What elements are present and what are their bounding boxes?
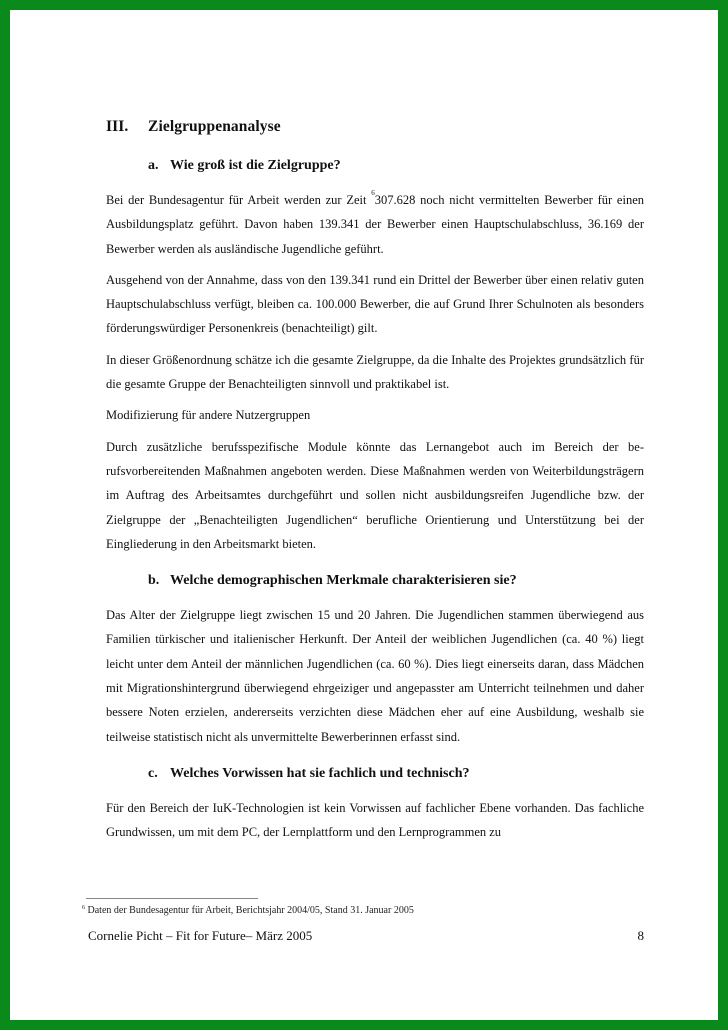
section-b-heading bbox=[106, 573, 644, 589]
section-b-number: b. bbox=[148, 573, 160, 589]
paragraph-text: 307.628 noch nicht vermittelten Bewerber für einen Ausbildungsplatz geführt. Davon haben 139.341 der Bewerber einen Hauptschulabschluss, 36.169 der Bewerber werden als ausländische Jugendliche geführt. bbox=[106, 193, 644, 256]
footnote-divider bbox=[86, 898, 258, 899]
section-c-number: c. bbox=[148, 765, 158, 781]
chapter-number: III. bbox=[106, 118, 129, 135]
section-a-paragraph-3: In dieser Größenordnung schätze ich die gesamte Zielgruppe, da die Inhalte des Projektes grundsätzlich für die gesamte Gruppe der Benachteiligten sinnvoll und praktikabel ist. bbox=[106, 352, 644, 392]
section-a-paragraph-5: Durch zusätzliche berufsspezifische Module könnte das Lernangebot auch im Bereich der berufsvorbereitenden Maßnahmen angeboten werden. Diese Maßnahmen werden von Weiterbildungsträgern im Auftrag des Arbeitsamtes durchgeführt und sollen nicht ausbildungsreifen Jugendliche bzw. der Zielgruppe der „Benachteiligten Jugendlichen“ berufliche Orientierung und Unterstützung bei der Eingliederung in den Arbeitsmarkt bieten. bbox=[106, 439, 644, 551]
section-c-title: Welches Vorwissen hat sie fachlich und technisch? bbox=[170, 765, 470, 781]
footnote-number: 6 bbox=[82, 905, 85, 911]
section-a-paragraph-2: Ausgehend von der Annahme, dass von den 139.341 rund ein Drittel der Bewerber über einen relativ guten Hauptschulabschluss verfügt, bleiben ca. 100.000 Bewerber, die auf Grund Ihrer Schulnoten als besonders förderungswürdiger Personenkreis (benachteiligt) gilt. bbox=[106, 272, 644, 336]
document-body bbox=[106, 118, 644, 845]
section-a-heading bbox=[106, 158, 644, 174]
section-a-title: Wie groß ist die Zielgruppe? bbox=[170, 158, 341, 173]
chapter-heading bbox=[106, 118, 644, 136]
footnote-ref: 6 bbox=[371, 189, 375, 197]
footnote-text: Daten der Bundesagentur für Arbeit, Berichtsjahr 2004/05, Stand 31. Januar 2005 bbox=[85, 905, 414, 916]
page-footer bbox=[88, 928, 644, 944]
chapter-title: Zielgruppenanalyse bbox=[148, 118, 281, 135]
section-c-paragraph-1: Für den Bereich der IuK-Technologien ist kein Vorwissen auf fachlicher Ebene vorhanden. Das fachliche Grundwissen, um mit dem PC, der Lernplattform und den Lernprogrammen zu bbox=[106, 800, 644, 840]
section-b-paragraph-1: Das Alter der Zielgruppe liegt zwischen 15 und 20 Jahren. Die Jugendlichen stammen überwiegend aus Familien türkischer und italienischer Herkunft. Der Anteil der weiblichen Jugendlichen (ca. 40 %) liegt leicht unter dem Anteil der männlichen Jugendlichen (ca. 60 %). Dies liegt einerseits daran, dass Mädchen mit Migrationshintergrund überwiegend ehrgeiziger und angepasster am Unterricht teilnehmen und daher bessere Noten erzielen, andererseits verzichten diese Mädchen eher auf eine Ausbildung, weshalb sie teilweise statistisch nicht als unvermittelte Bewerberinnen erfasst sind. bbox=[106, 608, 644, 744]
section-a-paragraph-4: Modifizierung für andere Nutzergruppen bbox=[106, 408, 311, 423]
page-number: 8 bbox=[637, 928, 644, 943]
section-b-title: Welche demographischen Merkmale charakterisieren sie? bbox=[170, 573, 517, 589]
footnote bbox=[82, 905, 414, 916]
paragraph-text: Bei der Bundesagentur für Arbeit werden zur Zeit bbox=[106, 193, 372, 207]
footer-author-title: Cornelie Picht – Fit for Future– März 2005 bbox=[88, 928, 313, 943]
section-c-heading bbox=[106, 766, 644, 782]
section-a-paragraph-1 bbox=[106, 188, 644, 261]
section-a-number: a. bbox=[148, 158, 159, 173]
